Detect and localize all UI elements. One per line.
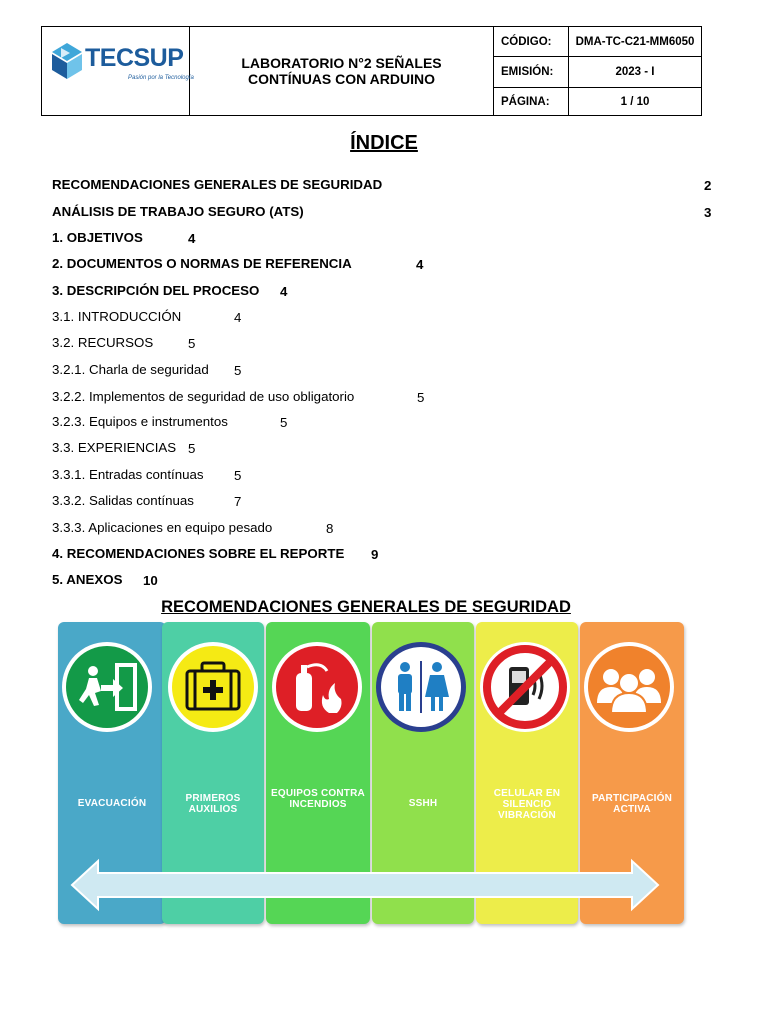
header-field-issue <box>494 57 701 88</box>
toc-entry-text: 5. ANEXOS <box>52 572 123 587</box>
toc-entry-page: 4 <box>416 257 424 272</box>
header-field-page <box>494 88 701 115</box>
toc-entry-text: ANÁLISIS DE TRABAJO SEGURO (ATS) <box>52 204 304 219</box>
toc-entry-page: 7 <box>234 494 242 509</box>
safety-label: EVACUACIÓN <box>77 798 147 809</box>
toc-entry[interactable] <box>52 384 354 410</box>
toc-entry-page: 9 <box>371 547 379 562</box>
toc-entry-page: 5 <box>188 336 196 351</box>
first-aid-kit-icon <box>167 641 259 733</box>
toc-entry-text: 3.3.2. Salidas contínuas <box>52 493 194 508</box>
toc-entry-page: 3 <box>704 205 712 220</box>
toc-entry-text: RECOMENDACIONES GENERALES DE SEGURIDAD <box>52 177 383 192</box>
toc-entry[interactable] <box>52 251 352 277</box>
document-header <box>41 26 702 116</box>
restroom-icon <box>375 641 467 733</box>
no-phone-icon <box>479 641 571 733</box>
toc-entry-page: 5 <box>234 363 242 378</box>
document-title-cell <box>190 27 494 115</box>
emergency-exit-icon <box>61 641 153 733</box>
double-arrow-icon <box>70 858 660 912</box>
toc-entry[interactable] <box>52 278 259 304</box>
toc-entry[interactable] <box>52 515 272 541</box>
toc-entry-text: 3.2.2. Implementos de seguridad de uso obligatorio <box>52 389 355 404</box>
logo-cell <box>42 27 194 115</box>
toc-entry-text: 3. DESCRIPCIÓN DEL PROCESO <box>52 283 260 298</box>
safety-label: SSHH <box>408 798 438 809</box>
toc-entry-page: 5 <box>188 441 196 456</box>
toc-entry-page: 2 <box>704 178 712 193</box>
safety-section-title <box>0 598 768 617</box>
header-field-code <box>494 27 701 57</box>
field-value: DMA-TC-C21-MM6050 <box>575 35 695 48</box>
toc-entry[interactable] <box>52 225 143 251</box>
safety-label: CELULAR EN SILENCIO VIBRACIÓN <box>493 788 561 821</box>
toc-entry[interactable] <box>52 409 228 435</box>
toc-entry[interactable] <box>52 172 382 198</box>
toc-entry-text: 3.2.1. Charla de seguridad <box>52 362 209 377</box>
safety-banner <box>58 622 686 928</box>
toc-entry[interactable] <box>52 304 181 330</box>
toc-entry-page: 5 <box>417 390 425 405</box>
toc-entry-text: 3.2. RECURSOS <box>52 335 154 350</box>
field-label: CÓDIGO: <box>494 27 569 56</box>
group-icon <box>583 641 675 733</box>
toc-entry-page: 4 <box>234 310 242 325</box>
logo-text: TECSUP <box>85 44 184 72</box>
field-label: PÁGINA: <box>494 88 569 115</box>
toc-entry[interactable] <box>52 567 122 593</box>
safety-label: PRIMEROS AUXILIOS <box>185 793 241 815</box>
safety-label: EQUIPOS CONTRA INCENDIOS <box>271 788 365 810</box>
toc-entry[interactable] <box>52 357 209 383</box>
toc-entry-page: 4 <box>188 231 196 246</box>
field-value: 2023 - I <box>615 66 655 78</box>
toc-entry[interactable] <box>52 330 153 356</box>
toc-entry[interactable] <box>52 541 344 567</box>
toc-entry-text: 3.2.3. Equipos e instrumentos <box>52 414 228 429</box>
toc-entry-text: 3.3. EXPERIENCIAS <box>52 440 177 455</box>
field-label: EMISIÓN: <box>494 57 569 87</box>
toc-entry-text: 3.3.1. Entradas contínuas <box>52 467 204 482</box>
toc-entry-page: 5 <box>280 415 288 430</box>
safety-label: PARTICIPACIÓN ACTIVA <box>591 793 672 815</box>
toc-entry[interactable] <box>52 488 194 514</box>
safety-section-title-text: RECOMENDACIONES GENERALES DE SEGURIDAD <box>161 598 571 616</box>
logo-tagline: Pasión por la Tecnología <box>128 75 194 81</box>
toc-entry-page: 10 <box>143 573 158 588</box>
document-title: LABORATORIO N°2 SEÑALES CONTÍNUAS CON ARDUINO <box>241 55 442 87</box>
toc-entry-page: 5 <box>234 468 242 483</box>
toc-entry-text: 2. DOCUMENTOS O NORMAS DE REFERENCIA <box>52 256 352 271</box>
index-title: ÍNDICE <box>350 132 418 154</box>
field-value: 1 / 10 <box>620 95 650 108</box>
fire-extinguisher-icon <box>271 641 363 733</box>
toc-entry[interactable] <box>52 435 176 461</box>
toc-entry-text: 3.3.3. Aplicaciones en equipo pesado <box>52 520 273 535</box>
toc-entry-page: 4 <box>280 284 288 299</box>
toc-entry[interactable] <box>52 462 204 488</box>
tecsup-logo <box>50 39 194 89</box>
toc-entry-text: 1. OBJETIVOS <box>52 230 143 245</box>
toc-entry-page: 8 <box>326 521 334 536</box>
toc-entry[interactable] <box>52 199 304 225</box>
toc-entry-text: 4. RECOMENDACIONES SOBRE EL REPORTE <box>52 546 345 561</box>
tecsup-logo-icon <box>50 41 84 81</box>
toc-entry-text: 3.1. INTRODUCCIÓN <box>52 309 182 324</box>
